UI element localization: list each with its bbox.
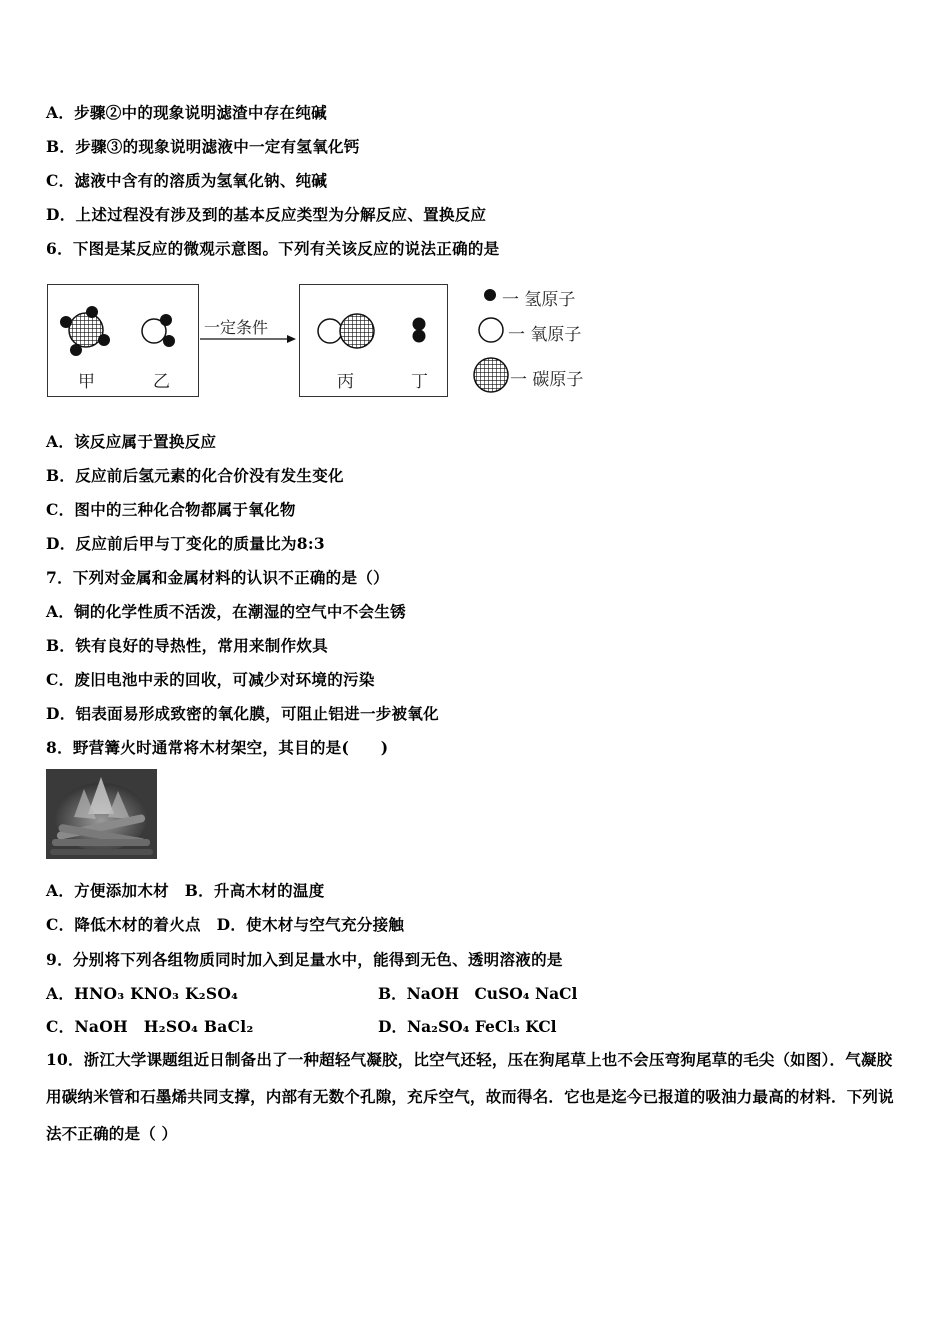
q5-option-a: A．步骤②中的现象说明滤渣中存在纯碱 bbox=[46, 103, 327, 122]
q7-option-d: D．铝表面易形成致密的氧化膜，可阻止铝进一步被氧化 bbox=[46, 704, 439, 723]
q8-options-row1: A．方便添加木材 B．升高木材的温度 bbox=[46, 881, 325, 900]
q6-option-b: B．反应前后氢元素的化合价没有发生变化 bbox=[46, 466, 344, 485]
q9-option-c-formula: NaOH H₂SO₄ BaCl₂ bbox=[74, 1017, 254, 1036]
q6-option-c: C．图中的三种化合物都属于氧化物 bbox=[46, 500, 296, 519]
q9-option-b-formula: NaOH CuSO₄ NaCl bbox=[406, 984, 578, 1003]
q5-option-d: D．上述过程没有涉及到的基本反应类型为分解反应、置换反应 bbox=[46, 205, 487, 224]
q8-stem: 8．野营篝火时通常将木材架空，其目的是( ) bbox=[46, 738, 389, 757]
q5-option-b: B．步骤③的现象说明滤液中一定有氢氧化钙 bbox=[46, 137, 360, 156]
legend-hydrogen: 一 氢原子 bbox=[502, 290, 576, 310]
q8-options-row2: C．降低木材的着火点 D．使木材与空气充分接触 bbox=[46, 915, 405, 934]
q9-option-d-formula: Na₂SO₄ FeCl₃ KCl bbox=[406, 1017, 557, 1036]
molecule-jia bbox=[60, 306, 110, 356]
legend-carbon: 一 碳原子 bbox=[510, 370, 584, 390]
reaction-molecules bbox=[0, 0, 950, 420]
q9-option-b-prefix: B． bbox=[378, 984, 407, 1003]
q5-option-c: C．滤液中含有的溶质为氢氧化钠、纯碱 bbox=[46, 171, 328, 190]
label-ding: 丁 bbox=[411, 372, 428, 392]
q7-stem: 7．下列对金属和金属材料的认识不正确的是（） bbox=[46, 568, 389, 587]
legend-hydrogen-icon bbox=[484, 289, 496, 301]
label-jia: 甲 bbox=[78, 372, 95, 392]
q7-option-a: A．铜的化学性质不活泼，在潮湿的空气中不会生锈 bbox=[46, 602, 406, 621]
q9-option-d-prefix: D． bbox=[378, 1017, 407, 1036]
legend-oxygen: 一 氧原子 bbox=[508, 325, 582, 345]
campfire-photo bbox=[46, 769, 157, 859]
legend-oxygen-icon bbox=[479, 318, 503, 342]
q7-option-c: C．废旧电池中汞的回收，可减少对环境的污染 bbox=[46, 670, 375, 689]
q6-stem: 6．下图是某反应的微观示意图。下列有关该反应的说法正确的是 bbox=[46, 239, 500, 258]
label-condition: 一定条件 bbox=[204, 318, 269, 337]
q9-option-d bbox=[378, 1015, 557, 1037]
q6-option-a: A．该反应属于置换反应 bbox=[46, 432, 217, 451]
molecule-bing bbox=[318, 314, 374, 348]
q9-option-c-prefix: C． bbox=[46, 1017, 75, 1036]
q9-stem: 9．分别将下列各组物质同时加入到足量水中，能得到无色、透明溶液的是 bbox=[46, 950, 563, 969]
molecule-ding bbox=[413, 318, 426, 343]
q9-option-c bbox=[46, 1015, 254, 1037]
q9-option-a-prefix: A． bbox=[46, 984, 75, 1003]
legend-carbon-icon bbox=[474, 358, 508, 392]
q7-option-b: B．铁有良好的导热性，常用来制作炊具 bbox=[46, 636, 329, 655]
q9-option-a bbox=[46, 982, 238, 1004]
campfire-image bbox=[46, 769, 157, 859]
q6-option-d: D．反应前后甲与丁变化的质量比为8:3 bbox=[46, 534, 325, 553]
label-bing: 丙 bbox=[337, 372, 354, 392]
q9-option-b bbox=[378, 982, 577, 1004]
molecule-yi bbox=[142, 314, 175, 347]
label-yi: 乙 bbox=[153, 372, 170, 392]
q9-option-a-formula: HNO₃ KNO₃ K₂SO₄ bbox=[74, 984, 239, 1003]
q10-stem: 10．浙江大学课题组近日制备出了一种超轻气凝胶，比空气还轻，压在狗尾草上也不会压弯狗尾草的毛尖（如图）．气凝胶用碳纳米管和石墨烯共同支撑，内部有无数个孔隙，充斥空气，故而得名．它也是迄今已报道的吸油力最高的材料．下列说法不正确的是（ ） bbox=[46, 1050, 894, 1143]
